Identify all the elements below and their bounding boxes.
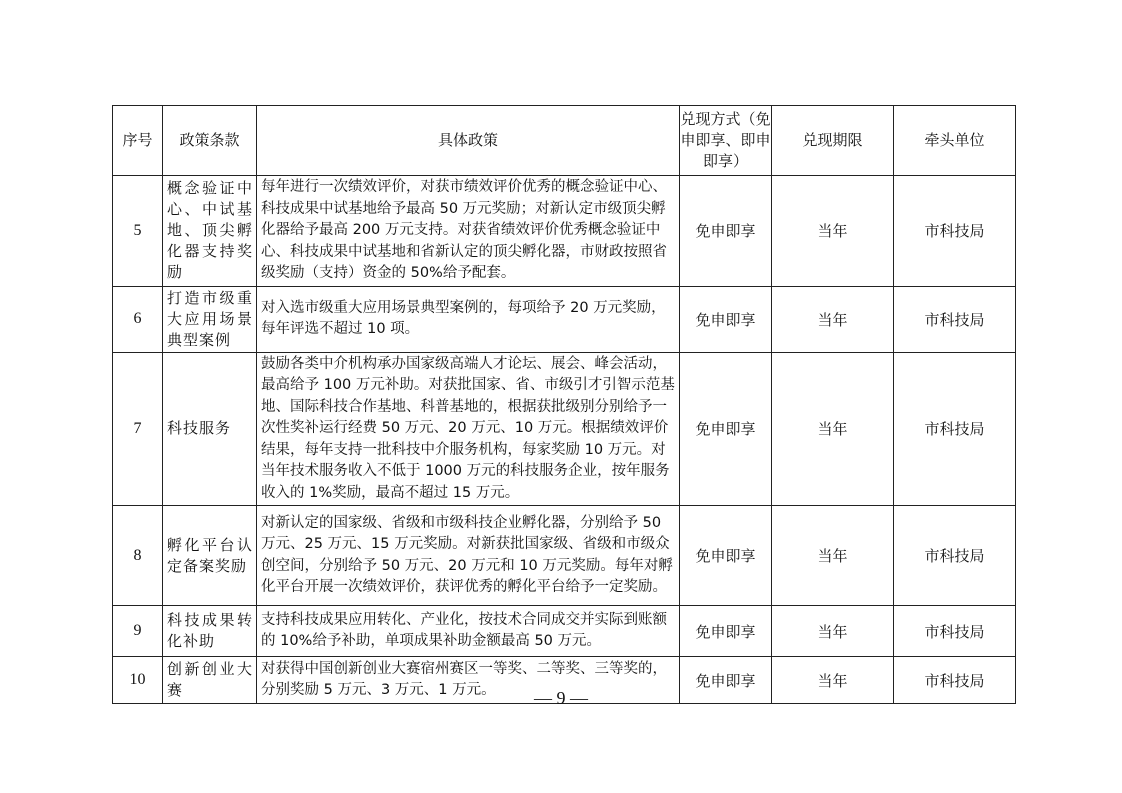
policy-item: 创新创业大赛 — [163, 657, 257, 704]
header-no: 序号 — [113, 106, 163, 176]
row-number: 8 — [113, 506, 163, 606]
table-row — [113, 286, 1016, 352]
redeem-term: 当年 — [772, 657, 894, 704]
row-number: 5 — [113, 176, 163, 287]
table-header-row — [113, 106, 1016, 176]
row-number: 9 — [113, 606, 163, 657]
policy-detail: 支持科技成果应用转化、产业化，按技术合同成交并实际到账额的 10%给予补助，单项成果补助金额最高 50 万元。 — [257, 606, 680, 657]
table-row — [113, 606, 1016, 657]
redeem-term: 当年 — [772, 506, 894, 606]
header-term: 兑现期限 — [772, 106, 894, 176]
redeem-method: 免申即享 — [680, 506, 772, 606]
policy-detail: 对新认定的国家级、省级和市级科技企业孵化器，分别给予 50 万元、25 万元、15 万元奖励。对新获批国家级、省级和市级众创空间，分别给予 50 万元、20 万元和 10 万元奖励。每年对孵化平台开展一次绩效评价，获评优秀的孵化平台给予一定奖励。 — [257, 506, 680, 606]
lead-unit: 市科技局 — [894, 176, 1016, 287]
redeem-method: 免申即享 — [680, 352, 772, 506]
row-number: 6 — [113, 286, 163, 352]
lead-unit: 市科技局 — [894, 352, 1016, 506]
page-number: — 9 — — [534, 688, 588, 708]
redeem-term: 当年 — [772, 352, 894, 506]
lead-unit: 市科技局 — [894, 506, 1016, 606]
lead-unit: 市科技局 — [894, 606, 1016, 657]
redeem-term: 当年 — [772, 176, 894, 287]
redeem-method: 免申即享 — [680, 606, 772, 657]
redeem-term: 当年 — [772, 606, 894, 657]
policy-detail: 鼓励各类中介机构承办国家级高端人才论坛、展会、峰会活动，最高给予 100 万元补助。对获批国家、省、市级引才引智示范基地、国际科技合作基地、科普基地的，根据获批级别分别给予一次性奖补运行经费 50 万元、20 万元、10 万元。根据绩效评价结果，每年支持一批科技中介服务机构，每家奖励 10 万元。对当年技术服务收入不低于 1000 万元的科技服务企业，按年服务收入的 1%奖励，最高不超过 15 万元。 — [257, 352, 680, 506]
policy-detail: 对获得中国创新创业大赛宿州赛区一等奖、二等奖、三等奖的，分别奖励 5 万元、3 万元、1 万元。 — [257, 657, 680, 704]
redeem-method: 免申即享 — [680, 286, 772, 352]
table-row — [113, 352, 1016, 506]
row-number: 10 — [113, 657, 163, 704]
header-item: 政策条款 — [163, 106, 257, 176]
redeem-method: 免申即享 — [680, 176, 772, 287]
redeem-method: 免申即享 — [680, 657, 772, 704]
lead-unit: 市科技局 — [894, 286, 1016, 352]
redeem-term: 当年 — [772, 286, 894, 352]
lead-unit: 市科技局 — [894, 657, 1016, 704]
policy-item: 孵化平台认定备案奖励 — [163, 506, 257, 606]
policy-table — [112, 105, 1016, 704]
table-row — [113, 506, 1016, 606]
header-unit: 牵头单位 — [894, 106, 1016, 176]
header-method: 兑现方式（免申即享、即申即享） — [680, 106, 772, 176]
policy-item: 打造市级重大应用场景典型案例 — [163, 286, 257, 352]
policy-item: 概念验证中心、中试基地、顶尖孵化器支持奖励 — [163, 176, 257, 287]
header-policy: 具体政策 — [257, 106, 680, 176]
policy-detail: 每年进行一次绩效评价，对获市绩效评价优秀的概念验证中心、科技成果中试基地给予最高 50 万元奖励；对新认定市级顶尖孵化器给予最高 200 万元支持。对获省绩效评价优秀概念验证中心、科技成果中试基地和省新认定的顶尖孵化器，市财政按照省级奖励（支持）资金的 50%给予配套。 — [257, 176, 680, 287]
table-row — [113, 176, 1016, 287]
policy-item: 科技成果转化补助 — [163, 606, 257, 657]
policy-item: 科技服务 — [163, 352, 257, 506]
row-number: 7 — [113, 352, 163, 506]
policy-detail: 对入选市级重大应用场景典型案例的，每项给予 20 万元奖励，每年评选不超过 10 项。 — [257, 286, 680, 352]
